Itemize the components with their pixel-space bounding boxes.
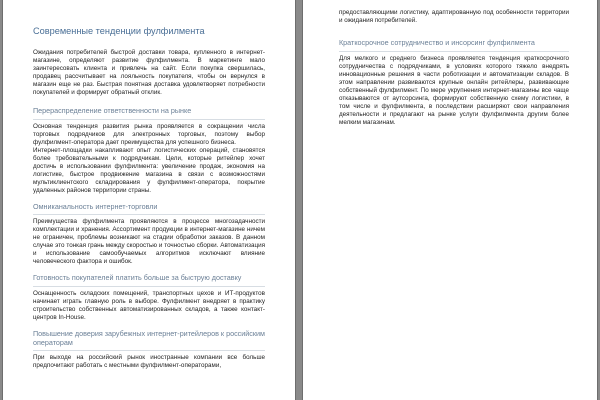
section-heading: Повышение доверия зарубежных интернет-ритейлеров к российским операторам [33, 328, 265, 347]
section-paragraph: Оснащенность складских помещений, транспортных цехов и ИТ-продуктов начинает играть главную роль в выборе. Фулфилмент внедряет в практику строительство собственных автоматизированных складов, а также контакт-центров In-House. [33, 289, 265, 321]
section-paragraph: Интернет-площадки накапливают опыт логистических операций, становятся более требовательными к подрядчикам. Цели, которые ритейлер хочет достичь в использовании фулфилмента: увеличение продаж, экономия на логистике, быстрое продвижение магазина в связи с возможностями мультиклиентского складирования у фулфилмент-оператора, покрытие удаленных районов территории страны. [33, 146, 265, 194]
document-title: Современные тенденции фулфилмента [33, 26, 205, 36]
section-divider [33, 119, 265, 120]
section-omnichannel [33, 203, 265, 267]
section-insourcing [339, 39, 569, 127]
continuation-block [339, 0, 569, 25]
intro-paragraph: Ожидания потребителей быстрой доставки товара, купленного в интернет-магазине, определяют развитие фулфилмента. В маркетинге мало заинтересовать клиента и привлечь на сайт. Если покупка свершилась, продавец рассчитывает на лояльность покупателя, чтобы он вернулся в магазин еще не раз. Быстрая понятная доставка удовлетворяет потребности покупателей и формирует обратный отклик. [33, 49, 265, 97]
section-foreign-trust [33, 330, 265, 370]
section-divider [33, 214, 265, 215]
section-divider [33, 350, 265, 351]
document-page-left [2, 0, 296, 400]
section-paragraph: Для мелкого и среднего бизнеса проявляется тенденция краткосрочного сотрудничества с подрядчиками, в условиях которого тяжело внедрять инновационные решения в части роботизации и автоматизации складов. В этом направлении развиваются крупные онлайн ритейлеры, развивающие собственный фулфилмент. По мере укрупнения интернет-магазины все чаще отказываются от аутсорсинга, формируют собственную схему логистики, в том числе и фулфилмента, в последствии расширяют свои направления деятельности и предлагают на рынке услуги фулфилмента другим более мелким магазинам. [339, 54, 569, 126]
section-heading: Перераспределение ответственности на рынке [33, 106, 192, 116]
section-divider [33, 286, 265, 287]
section-paragraph: Преимущества фулфилмента проявляются в процессе многозадачности комплектации и хранения. Ассортимент продукции в интернет-магазине ничем не ограничен, проблемы возникают на стадии обработки заказов. В данном случае это тонкая грань между скоростью и точностью сборки. Автоматизация и использование самообучаемых алгоритмов исключают влияние человеческого фактора и ошибок. [33, 218, 265, 266]
section-responsibility [33, 107, 265, 195]
section-fast-delivery [33, 274, 265, 322]
section-heading: Омниканальность интернет-торговли [33, 201, 158, 211]
section-heading: Краткосрочное сотрудничество и инсорсинг фулфилмента [339, 38, 535, 47]
section-paragraph: При выходе на российский рынок иностранные компании все больше предпочитают работать с местными фулфилмент-операторами, [33, 354, 265, 370]
section-paragraph: Основная тенденция развития рынка проявляется в сокращении числа торговых подрядчиков для электронных торговых, поэтому выбор фулфилмент-оператора дает преимущества для успешного бизнеса. [33, 122, 265, 146]
document-page-right [302, 0, 598, 400]
section-heading: Готовность покупателей платить больше за быструю доставку [33, 273, 242, 283]
section-divider [339, 51, 569, 52]
continuation-paragraph: предоставляющими логистику, адаптированную под особенности территории и ожидания потребителей. [339, 9, 569, 24]
